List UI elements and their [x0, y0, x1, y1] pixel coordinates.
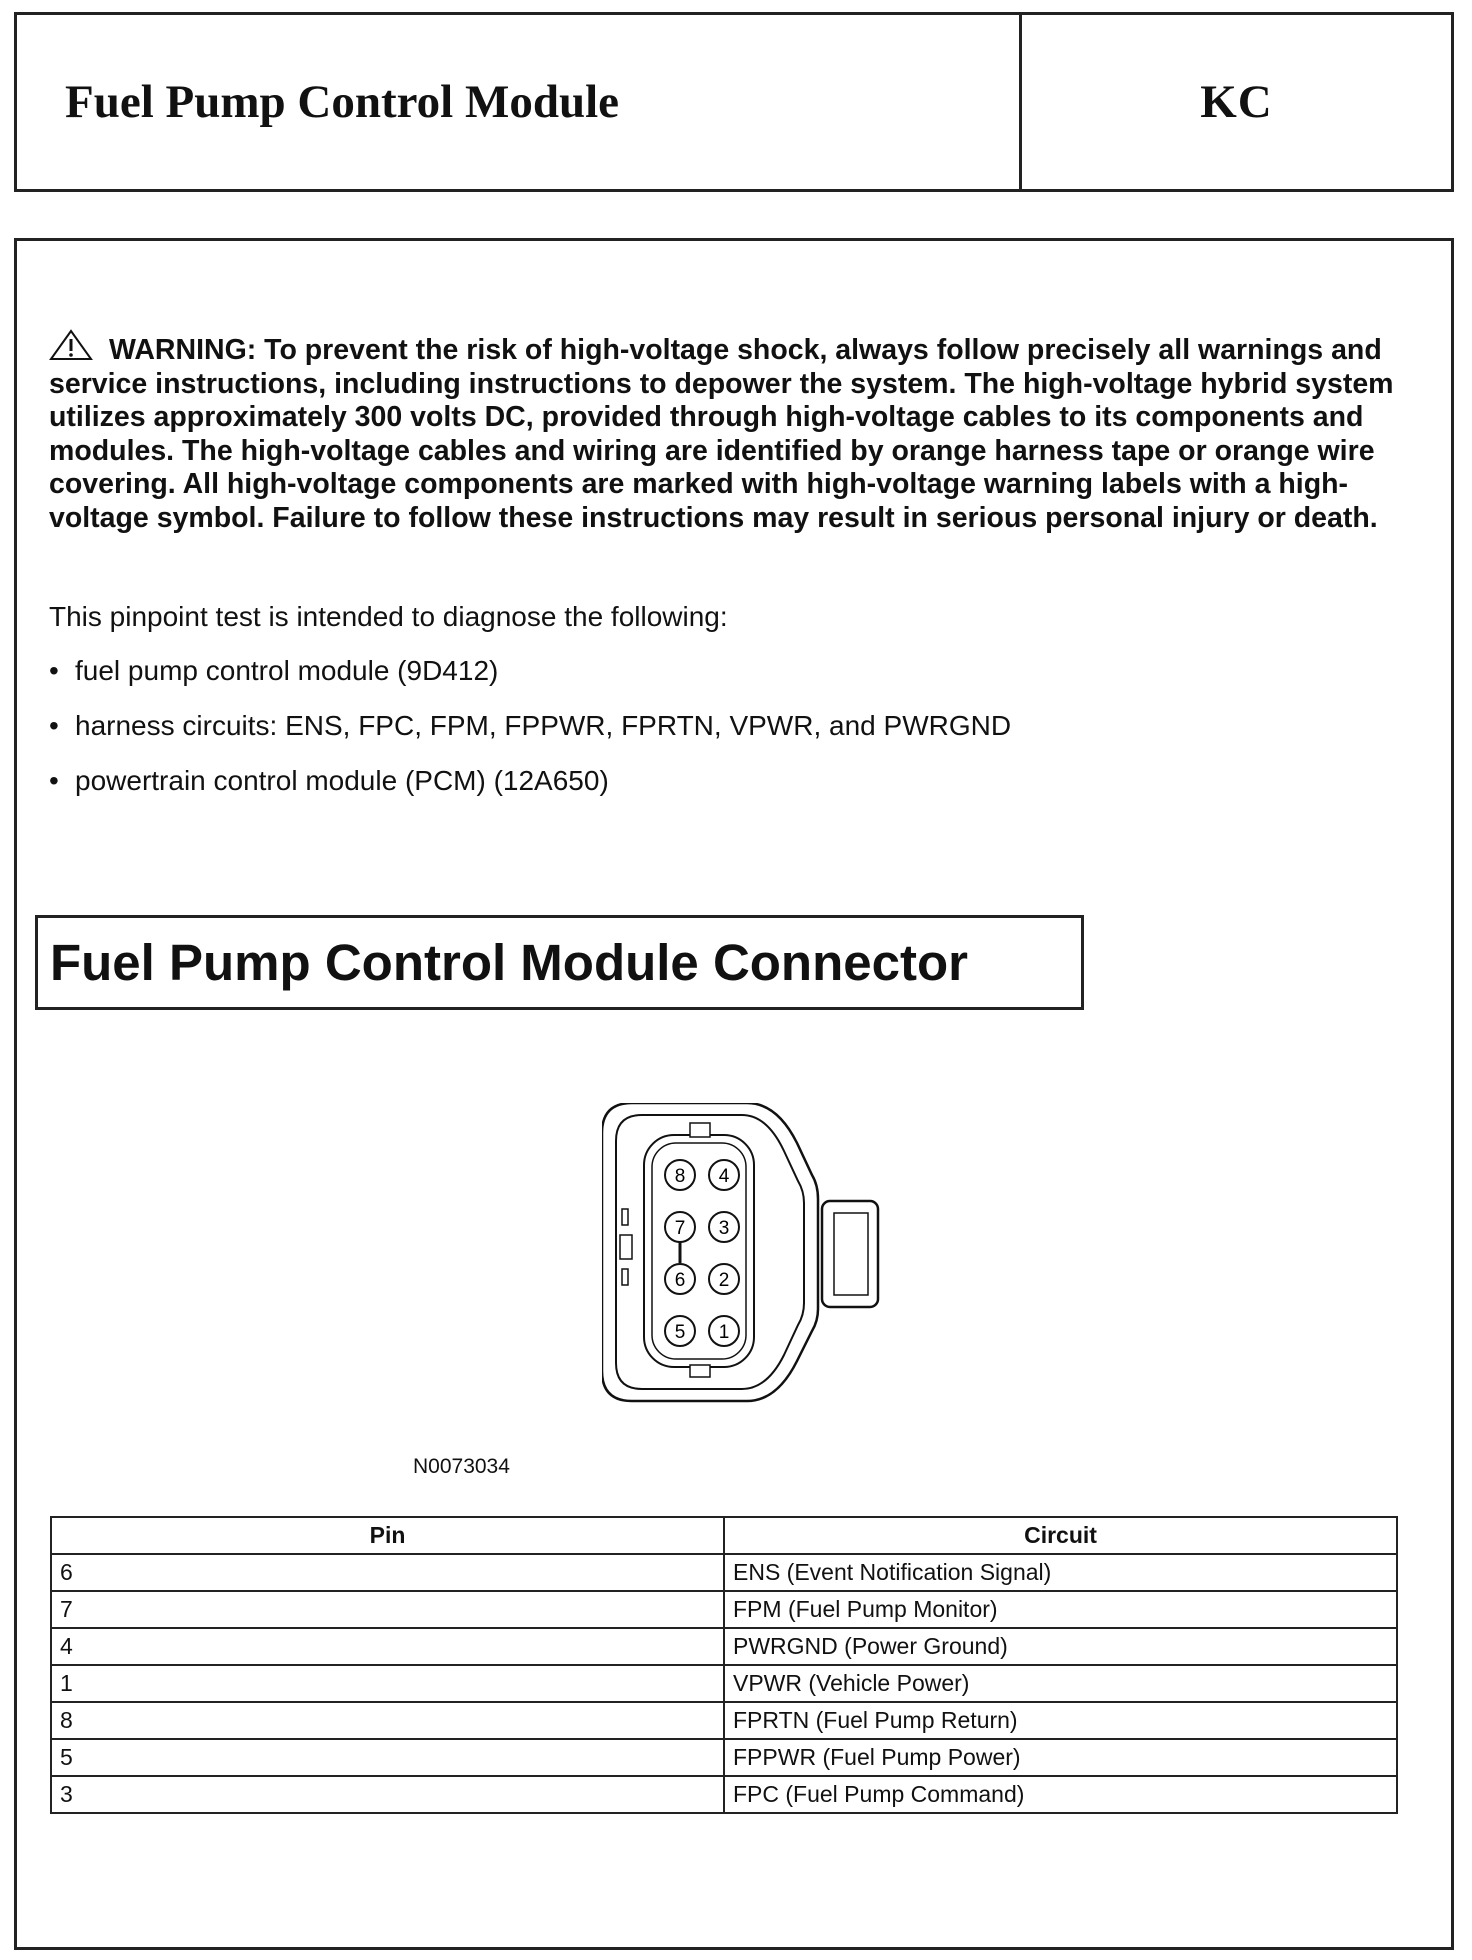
pin-cell: 1 [51, 1665, 724, 1702]
list-item-text: powertrain control module (PCM) (12A650) [75, 765, 609, 796]
locking-tab [822, 1201, 878, 1307]
left-slot [620, 1235, 632, 1259]
header-title-cell [17, 15, 1022, 189]
connector-diagram [602, 1103, 892, 1403]
connector-title-text: Fuel Pump Control Module Connector [50, 934, 968, 991]
pin-label: 4 [718, 1166, 730, 1187]
circuit-cell: FPRTN (Fuel Pump Return) [724, 1702, 1397, 1739]
table-row [51, 1776, 1397, 1813]
circuit-cell: VPWR (Vehicle Power) [724, 1665, 1397, 1702]
warning-triangle-icon [49, 329, 93, 361]
table-row [51, 1554, 1397, 1591]
left-slot [622, 1269, 628, 1285]
page-header [14, 12, 1454, 192]
list-item [49, 766, 1011, 821]
pin-label: 8 [674, 1166, 686, 1187]
list-item [49, 711, 1011, 766]
pin-cell: 3 [51, 1776, 724, 1813]
pin-label: 3 [718, 1218, 730, 1239]
pin-cell: 8 [51, 1702, 724, 1739]
header-code-cell [1022, 15, 1451, 189]
table-header-row [51, 1517, 1397, 1554]
pin-label: 7 [674, 1218, 686, 1239]
table-row [51, 1702, 1397, 1739]
connector-outer-shell [602, 1103, 818, 1401]
table-row [51, 1628, 1397, 1665]
pin-cell: 5 [51, 1739, 724, 1776]
column-header-circuit: Circuit [724, 1517, 1397, 1554]
circuit-cell: FPM (Fuel Pump Monitor) [724, 1591, 1397, 1628]
pin-label: 2 [718, 1270, 730, 1291]
page-title: Fuel Pump Control Module [65, 76, 620, 128]
circuit-cell: ENS (Event Notification Signal) [724, 1554, 1397, 1591]
pin-cell: 4 [51, 1628, 724, 1665]
list-item-text: harness circuits: ENS, FPC, FPM, FPPWR, FPRTN, VPWR, and PWRGND [75, 710, 1012, 741]
warning-block [49, 329, 1429, 535]
list-item [49, 656, 1011, 711]
bottom-key-notch [690, 1365, 710, 1377]
warning-text: WARNING: To prevent the risk of high-voltage shock, always follow precisely all warnings and service instructions, including instructions to depower the system. The high-voltage hybrid system utilizes approximately 300 volts DC, provided through high-voltage cables to its components and modules. The high-voltage cables and wiring are identified by orange harness tape or orange wire covering. All high-voltage components are marked with high-voltage warning labels with a high-voltage symbol. Failure to follow these instructions may result in serious personal injury or death. [49, 334, 1394, 534]
top-key-notch [690, 1123, 710, 1137]
content-box [14, 238, 1454, 1950]
table-row [51, 1591, 1397, 1628]
pin-circuit-table [50, 1516, 1398, 1814]
diagnose-list [49, 656, 1011, 821]
pin-cell: 7 [51, 1591, 724, 1628]
list-item-text: fuel pump control module (9D412) [75, 655, 499, 686]
circuit-cell: FPC (Fuel Pump Command) [724, 1776, 1397, 1813]
pin-cell: 6 [51, 1554, 724, 1591]
intro-text: This pinpoint test is intended to diagnose the following: [49, 601, 728, 632]
pin-label: 6 [674, 1270, 686, 1291]
table-row [51, 1665, 1397, 1702]
circuit-cell: FPPWR (Fuel Pump Power) [724, 1739, 1397, 1776]
figure-caption: N0073034 [413, 1455, 510, 1478]
column-header-pin: Pin [51, 1517, 724, 1554]
table-row [51, 1739, 1397, 1776]
bullet-dot: • [49, 765, 59, 796]
pin-label: 1 [718, 1322, 730, 1343]
bullet-dot: • [49, 655, 59, 686]
left-slot [622, 1209, 628, 1225]
circuit-cell: PWRGND (Power Ground) [724, 1628, 1397, 1665]
pin-label: 5 [674, 1322, 686, 1343]
section-code: KC [1200, 76, 1273, 128]
locking-tab-inner [834, 1213, 868, 1295]
bullet-dot: • [49, 710, 59, 741]
connector-section-title [35, 915, 1084, 1010]
